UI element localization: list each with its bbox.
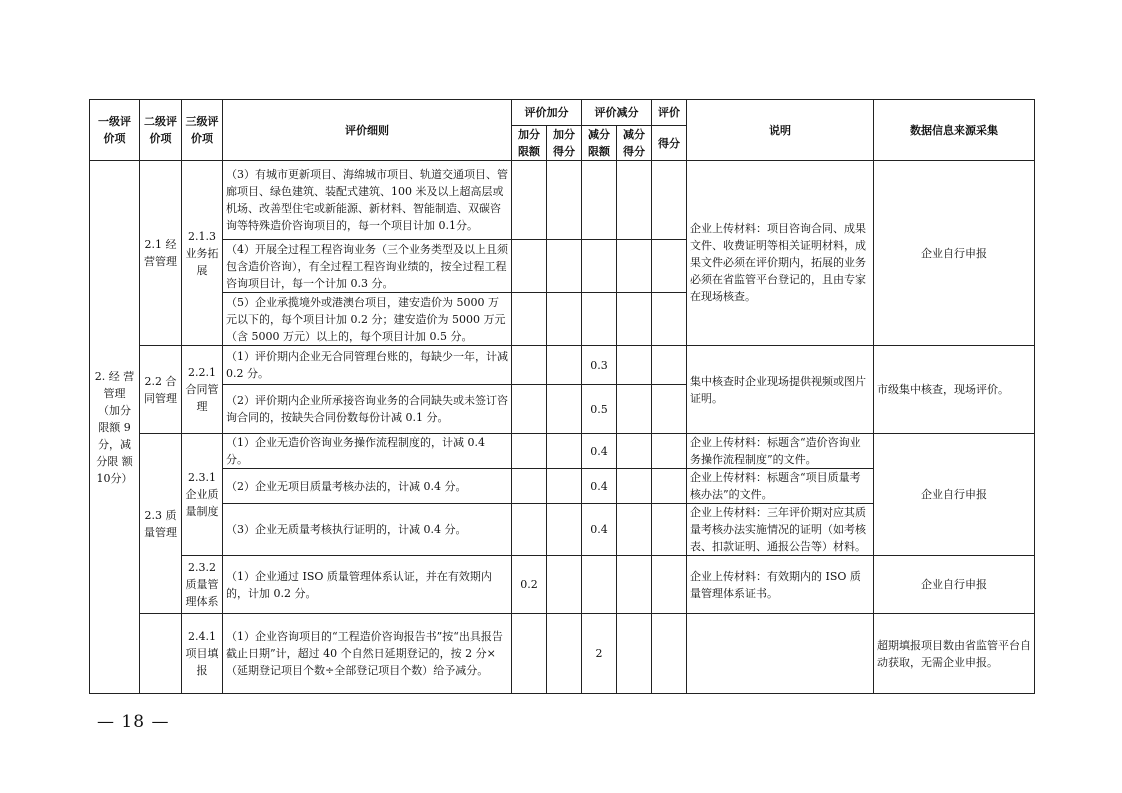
header-level1: 一级评价项: [90, 100, 140, 161]
level2-2-1: 2.1 经营管理: [140, 161, 182, 346]
level2-2-2: 2.2 合同管理: [140, 346, 182, 434]
deduct-score-cell: [617, 469, 652, 504]
eval-score-cell: [652, 614, 687, 694]
deduct-limit-value: 0.4: [582, 469, 617, 504]
bonus-limit-cell: [512, 385, 547, 434]
eval-score-cell: [652, 161, 687, 240]
note-2-3-1-1: 企业上传材料：标题含“造价咨询业务操作流程制度”的文件。: [687, 434, 874, 469]
bonus-score-cell: [547, 504, 582, 556]
eval-score-cell: [652, 240, 687, 293]
bonus-limit-cell: [512, 614, 547, 694]
deduct-score-cell: [617, 614, 652, 694]
bonus-limit-cell: [512, 293, 547, 346]
detail-2-2-1-1: （1）评价期内企业无合同管理台账的，每缺少一年，计减 0.2 分。: [223, 346, 512, 385]
bonus-score-cell: [547, 346, 582, 385]
detail-2-2-1-2: （2）评价期内企业所承接咨询业务的合同缺失或未签订咨询合同的，按缺失合同份数每份计减 0.1 分。: [223, 385, 512, 434]
level2-2-4: [140, 614, 182, 694]
bonus-limit-cell: [512, 434, 547, 469]
bonus-score-cell: [547, 240, 582, 293]
note-2-4-1: [687, 614, 874, 694]
eval-score-cell: [652, 469, 687, 504]
detail-2-1-3-5: （5）企业承揽境外或港澳台项目，建安造价为 5000 万元以下的，每个项目计加 0.2 分；建安造价为 5000 万元（含 5000 万元）以上的，每个项目计加 0.5 分。: [223, 293, 512, 346]
bonus-limit-cell: [512, 469, 547, 504]
deduct-limit-cell: [582, 240, 617, 293]
bonus-score-cell: [547, 469, 582, 504]
bonus-limit-cell: [512, 240, 547, 293]
bonus-limit-value: 0.2: [512, 556, 547, 614]
note-2-1-3: 企业上传材料：项目咨询合同、成果文件、收费证明等相关证明材料，成果文件必须在评价期内，拓展的业务必须在省监管平台登记的，且由专家在现场核查。: [687, 161, 874, 346]
deduct-limit-value: 0.5: [582, 385, 617, 434]
deduct-limit-value: 2: [582, 614, 617, 694]
bonus-score-cell: [547, 614, 582, 694]
note-2-3-1-3: 企业上传材料：三年评价期对应其质量考核办法实施情况的证明（如考核表、扣款证明、通报公告等）材料。: [687, 504, 874, 556]
deduct-score-cell: [617, 434, 652, 469]
header-eval-top: 评价: [652, 100, 687, 126]
bonus-limit-cell: [512, 504, 547, 556]
eval-score-cell: [652, 434, 687, 469]
deduct-limit-value: 0.4: [582, 504, 617, 556]
deduct-limit-cell: [582, 293, 617, 346]
eval-score-cell: [652, 556, 687, 614]
deduct-score-cell: [617, 161, 652, 240]
deduct-limit-cell: [582, 556, 617, 614]
eval-score-cell: [652, 346, 687, 385]
bonus-score-cell: [547, 293, 582, 346]
header-note: 说明: [687, 100, 874, 161]
header-bonus-score: 加分得分: [547, 126, 582, 161]
deduct-limit-value: 0.3: [582, 346, 617, 385]
bonus-score-cell: [547, 161, 582, 240]
source-2-2-1: 市级集中核查，现场评价。: [874, 346, 1035, 434]
source-2-3-1: 企业自行申报: [874, 434, 1035, 556]
deduct-limit-cell: [582, 161, 617, 240]
bonus-score-cell: [547, 556, 582, 614]
bonus-limit-cell: [512, 161, 547, 240]
note-2-3-2: 企业上传材料：有效期内的 ISO 质量管理体系证书。: [687, 556, 874, 614]
deduct-score-cell: [617, 385, 652, 434]
deduct-score-cell: [617, 346, 652, 385]
note-2-3-1-2: 企业上传材料：标题含“项目质量考核办法”的文件。: [687, 469, 874, 504]
header-bonus-group: 评价加分: [512, 100, 582, 126]
detail-2-1-3-3: （3）有城市更新项目、海绵城市项目、轨道交通项目、管廊项目、绿色建筑、装配式建筑、100 米及以上超高层或机场、改善型住宅或新能源、新材料、智能制造、双碳咨询等特殊造价咨询项目的，每一个项目计加 0.1分。: [223, 161, 512, 240]
bonus-score-cell: [547, 385, 582, 434]
level2-2-3: 2.3 质量管理: [140, 434, 182, 614]
header-deduct-group: 评价减分: [582, 100, 652, 126]
deduct-score-cell: [617, 556, 652, 614]
header-level3: 三级评价项: [182, 100, 223, 161]
header-source: 数据信息来源采集: [874, 100, 1035, 161]
source-2-3-2: 企业自行申报: [874, 556, 1035, 614]
source-2-4-1: 超期填报项目数由省监管平台自动获取，无需企业申报。: [874, 614, 1035, 694]
level3-2-4-1: 2.4.1项目填报: [182, 614, 223, 694]
level3-2-2-1: 2.2.1合同管理: [182, 346, 223, 434]
header-eval-bottom: 得分: [652, 126, 687, 161]
note-2-2-1: 集中核查时企业现场提供视频或图片证明。: [687, 346, 874, 434]
level3-2-1-3: 2.1.3业务拓展: [182, 161, 223, 346]
header-level2: 二级评价项: [140, 100, 182, 161]
level3-2-3-2: 2.3.2质量管理体系: [182, 556, 223, 614]
level3-2-3-1: 2.3.1企业质量制度: [182, 434, 223, 556]
eval-score-cell: [652, 385, 687, 434]
header-bonus-limit: 加分限额: [512, 126, 547, 161]
detail-2-3-1-1: （1）企业无造价咨询业务操作流程制度的，计减 0.4 分。: [223, 434, 512, 469]
deduct-score-cell: [617, 240, 652, 293]
deduct-score-cell: [617, 504, 652, 556]
source-2-1-3: 企业自行申报: [874, 161, 1035, 346]
bonus-limit-cell: [512, 346, 547, 385]
bonus-score-cell: [547, 434, 582, 469]
detail-2-4-1-1: （1）企业咨询项目的“工程造价咨询报告书”按“出具报告截止日期”计，超过 40 个自然日延期登记的，按 2 分×（延期登记项目个数÷全部登记项目个数）给予减分。: [223, 614, 512, 694]
deduct-score-cell: [617, 293, 652, 346]
header-deduct-score: 减分得分: [617, 126, 652, 161]
deduct-limit-value: 0.4: [582, 434, 617, 469]
detail-2-3-1-3: （3）企业无质量考核执行证明的，计减 0.4 分。: [223, 504, 512, 556]
detail-2-3-2-1: （1）企业通过 ISO 质量管理体系认证，并在有效期内的，计加 0.2 分。: [223, 556, 512, 614]
eval-score-cell: [652, 504, 687, 556]
header-detail: 评价细则: [223, 100, 512, 161]
level1-item: 2. 经 营管理（加分限额 9分，减分限 额 10分）: [90, 161, 140, 694]
header-deduct-limit: 减分限额: [582, 126, 617, 161]
detail-2-3-1-2: （2）企业无项目质量考核办法的，计减 0.4 分。: [223, 469, 512, 504]
detail-2-1-3-4: （4）开展全过程工程咨询业务（三个业务类型及以上且须包含造价咨询），有全过程工程咨询业绩的，按全过程工程咨询项目计，每一个计加 0.3 分。: [223, 240, 512, 293]
eval-score-cell: [652, 293, 687, 346]
page-number: — 18 —: [97, 712, 170, 732]
evaluation-table: [89, 99, 1035, 694]
